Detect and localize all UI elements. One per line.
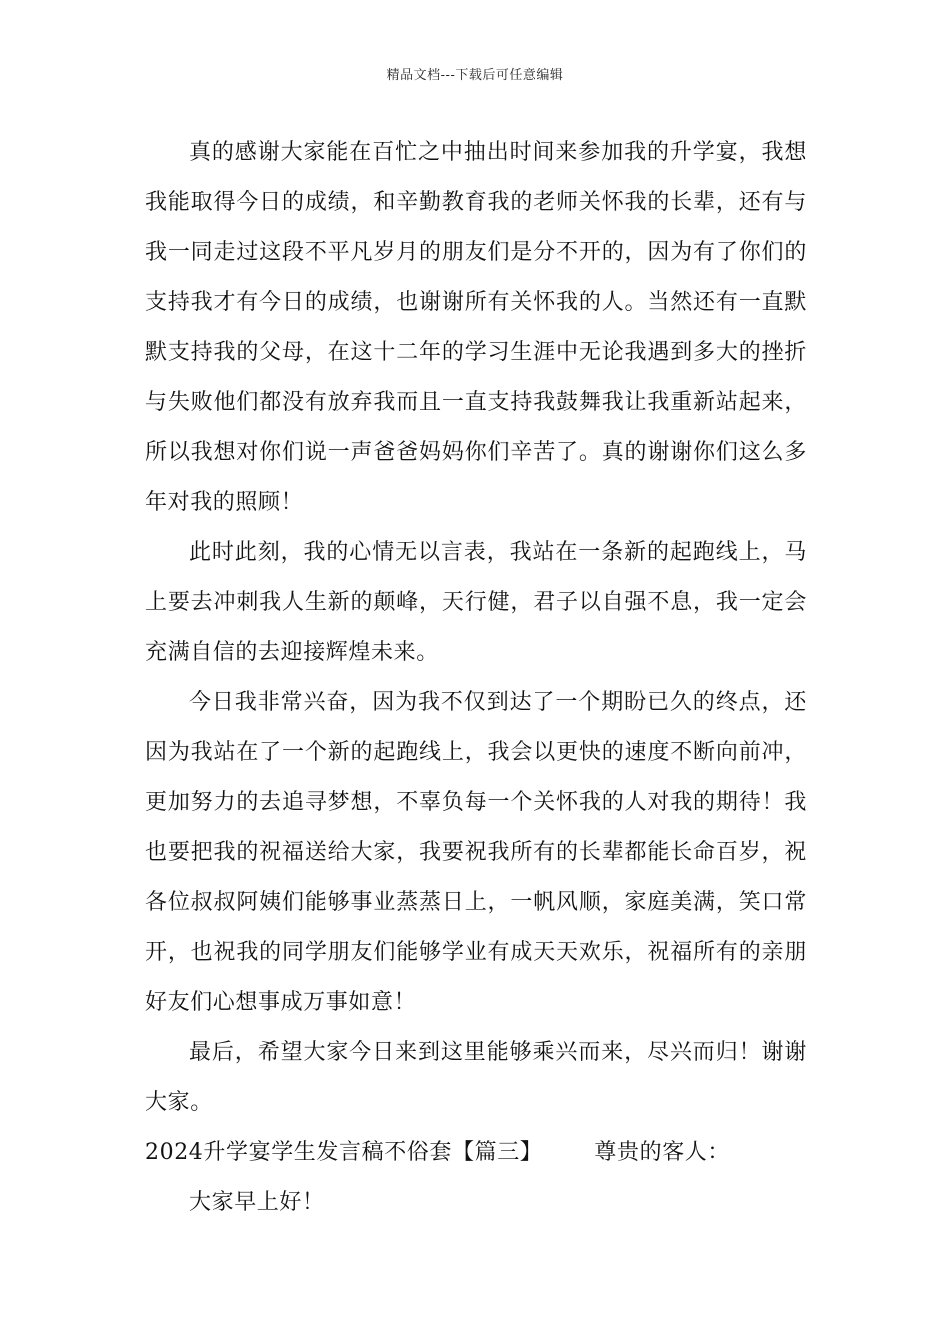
document-body	[145, 128, 807, 1228]
salutation: 尊贵的客人：	[594, 1140, 730, 1165]
paragraph-closing: 最后，希望大家今日来到这里能够乘兴而来，尽兴而归！谢谢大家。	[145, 1040, 807, 1115]
section-heading-line	[145, 1128, 807, 1178]
paragraph-thanks: 真的感谢大家能在百忙之中抽出时间来参加我的升学宴，我想我能取得今日的成绩，和辛勤教育我的老师关怀我的长辈，还有与我一同走过这段不平凡岁月的朋友们是分不开的，因为有了你们的支持我才有今日的成绩，也谢谢所有关怀我的人。当然还有一直默默支持我的父母，在这十二年的学习生涯中无论我遇到多大的挫折与失败他们都没有放弃我而且一直支持我鼓舞我让我重新站起来，所以我想对你们说一声爸爸妈妈你们辛苦了。真的谢谢你们这么多年对我的照顾！	[145, 140, 807, 515]
section-title: 2024升学宴学生发言稿不俗套【篇三】	[145, 1140, 543, 1165]
page-header: 精品文档---下载后可任意编辑	[386, 68, 564, 83]
paragraph-greeting: 大家早上好！	[189, 1190, 325, 1215]
paragraph-excited: 今日我非常兴奋，因为我不仅到达了一个期盼已久的终点，还因为我站在了一个新的起跑线上，我会以更快的速度不断向前冲，更加努力的去追寻梦想，不辜负每一个关怀我的人对我的期待！我也要把我的祝福送给大家，我要祝我所有的长辈都能长命百岁，祝各位叔叔阿姨们能够事业蒸蒸日上，一帆风顺，家庭美满，笑口常开，也祝我的同学朋友们能够学业有成天天欢乐，祝福所有的亲朋好友们心想事成万事如意！	[145, 690, 807, 1015]
paragraph-moment: 此时此刻，我的心情无以言表，我站在一条新的起跑线上，马上要去冲刺我人生新的颠峰，天行健，君子以自强不息，我一定会充满自信的去迎接辉煌未来。	[145, 540, 807, 665]
